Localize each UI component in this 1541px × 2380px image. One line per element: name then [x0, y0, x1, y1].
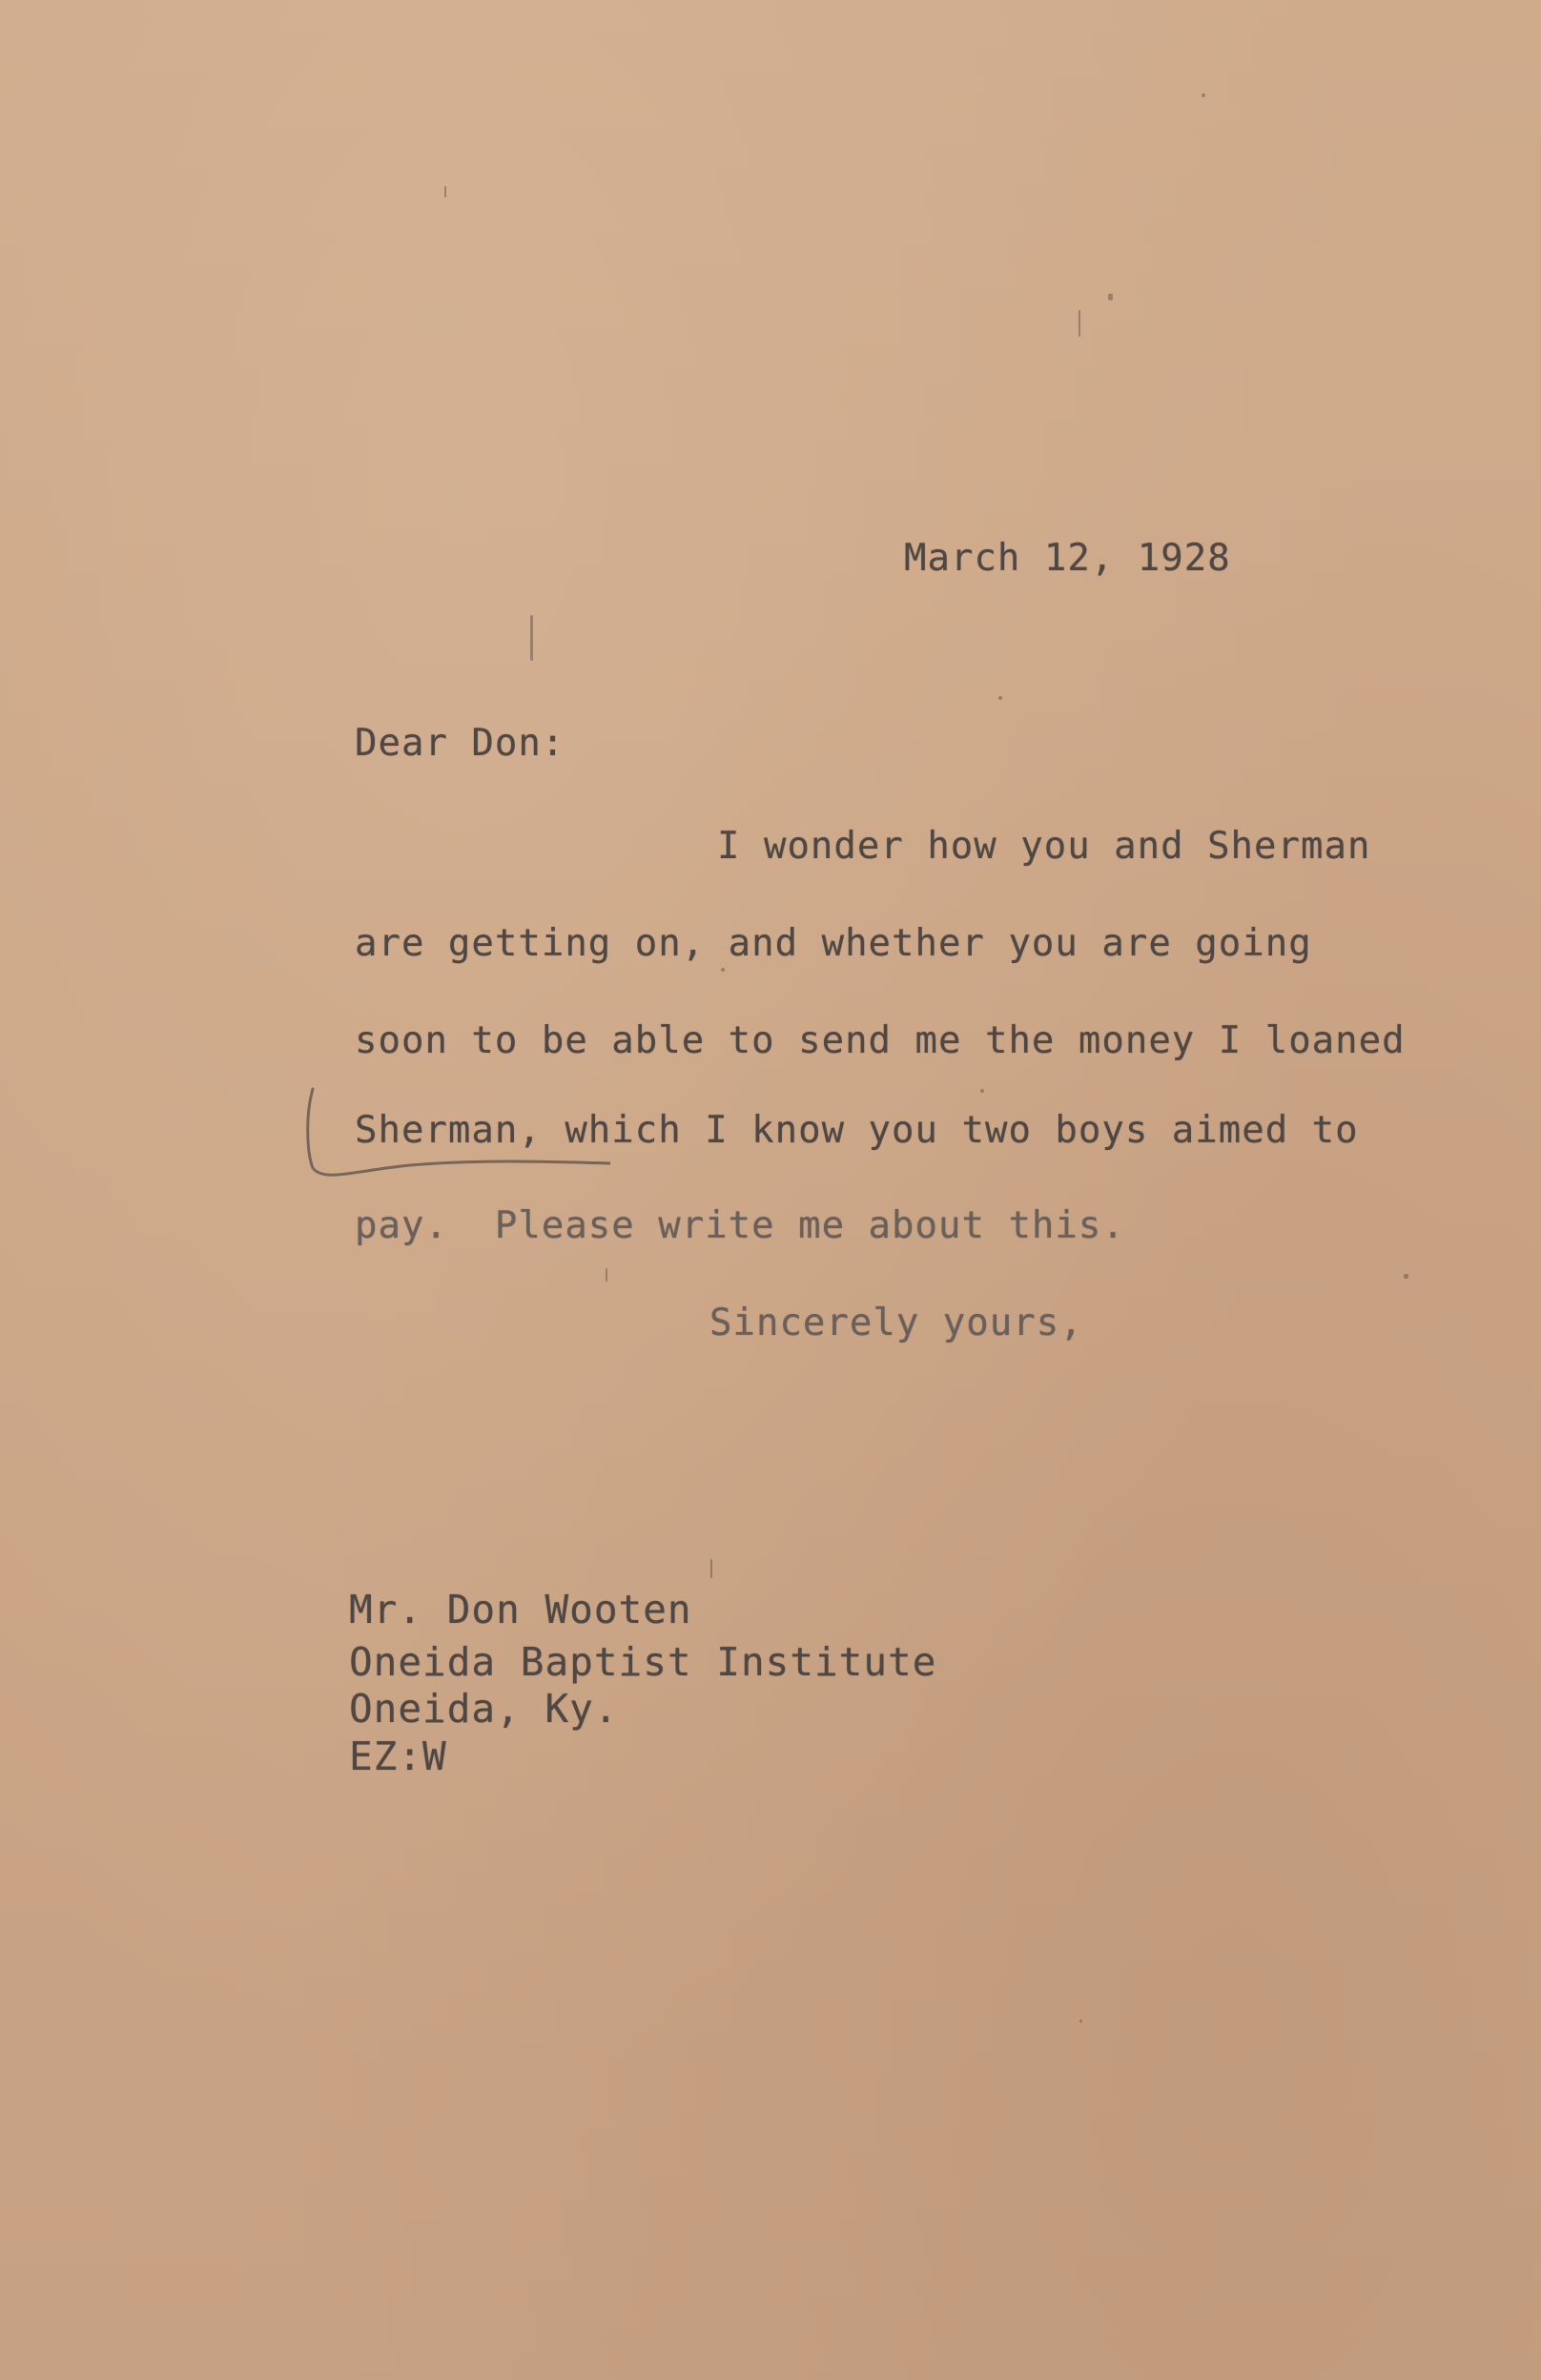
body-line: are getting on, and whether you are going: [355, 922, 1312, 965]
paper-speck: [1404, 1274, 1408, 1279]
body-line: soon to be able to send me the money I loaned: [355, 1019, 1406, 1062]
paper-speck: [1079, 2020, 1082, 2022]
paper-speck: [980, 1089, 984, 1093]
paper-speck: [721, 968, 725, 972]
paper-speck: [998, 696, 1002, 700]
paper-speck: [710, 1559, 712, 1578]
address-line: Oneida, Ky.: [349, 1686, 619, 1732]
paper-speck: [1202, 93, 1205, 97]
paper-speck: [606, 1268, 607, 1282]
paper-speck: [530, 615, 533, 661]
pencil-bracket-mark: [286, 1077, 610, 1192]
letter-date: March 12, 1928: [904, 537, 1231, 580]
typist-initials: EZ:W: [349, 1734, 447, 1779]
paper-speck: [444, 186, 446, 197]
address-line: Mr. Don Wooten: [349, 1587, 692, 1632]
body-line: pay. Please write me about this.: [355, 1204, 1125, 1247]
salutation: Dear Don:: [355, 722, 565, 765]
body-line: Sherman, which I know you two boys aimed to: [355, 1109, 1359, 1152]
address-line: Oneida Baptist Institute: [349, 1639, 937, 1685]
closing: Sincerely yours,: [709, 1302, 1083, 1344]
paper-speck: [1079, 310, 1080, 337]
paper-speck: [1108, 294, 1113, 300]
body-line: I wonder how you and Sherman: [717, 825, 1371, 868]
